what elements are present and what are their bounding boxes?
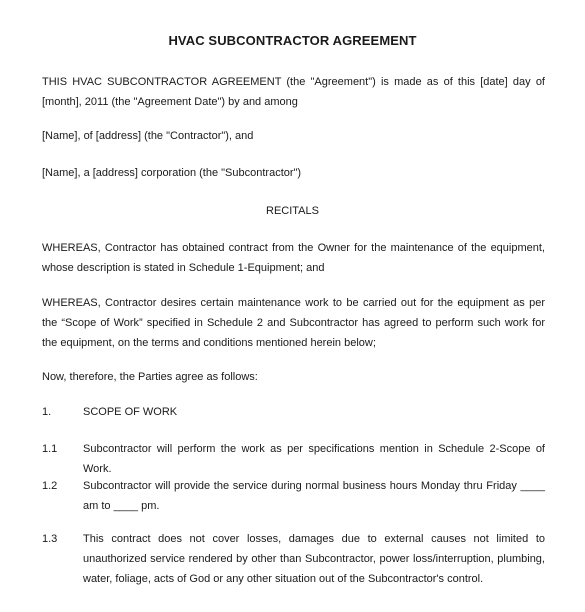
clause-number: 1.1 — [42, 443, 58, 455]
now-therefore-paragraph: Now, therefore, the Parties agree as follows: — [42, 371, 258, 383]
recitals-heading: RECITALS — [266, 205, 319, 217]
clause-text: This contract does not cover losses, damages due to external causes not limited to unauthorized service rendered by other than Subcontractor, power loss/interruption, plumbing, water, foliage, acts of God or any other situation out of the Subcontractor's control. — [83, 533, 545, 585]
whereas-paragraph-1: WHEREAS, Contractor has obtained contract from the Owner for the maintenance of the equipment, whose description is stated in Schedule 1-Equipment; and — [42, 242, 545, 274]
section-heading: SCOPE OF WORK — [83, 406, 178, 418]
intro-paragraph: THIS HVAC SUBCONTRACTOR AGREEMENT (the "Agreement") is made as of this [date] day of [month], 2011 (the "Agreement Date") by and among — [42, 76, 545, 108]
document-title: HVAC SUBCONTRACTOR AGREEMENT — [168, 33, 417, 48]
contractor-party: [Name], of [address] (the "Contractor"), and — [42, 130, 254, 142]
clause-number: 1.3 — [42, 533, 58, 545]
clause-number: 1.2 — [42, 480, 58, 492]
subcontractor-party: [Name], a [address] corporation (the "Subcontractor") — [42, 167, 302, 179]
clause-text: Subcontractor will perform the work as per specifications mention in Schedule 2-Scope of Work. — [83, 443, 545, 475]
clause-text: Subcontractor will provide the service during normal business hours Monday thru Friday ____ am to ____ pm. — [83, 480, 545, 512]
whereas-paragraph-2: WHEREAS, Contractor desires certain maintenance work to be carried out for the equipment as per the “Scope of Work” specified in Schedule 2 and Subcontractor has agreed to perform such work for the equipment, on the terms and conditions mentioned herein below; — [42, 297, 545, 349]
section-number: 1. — [42, 406, 52, 418]
